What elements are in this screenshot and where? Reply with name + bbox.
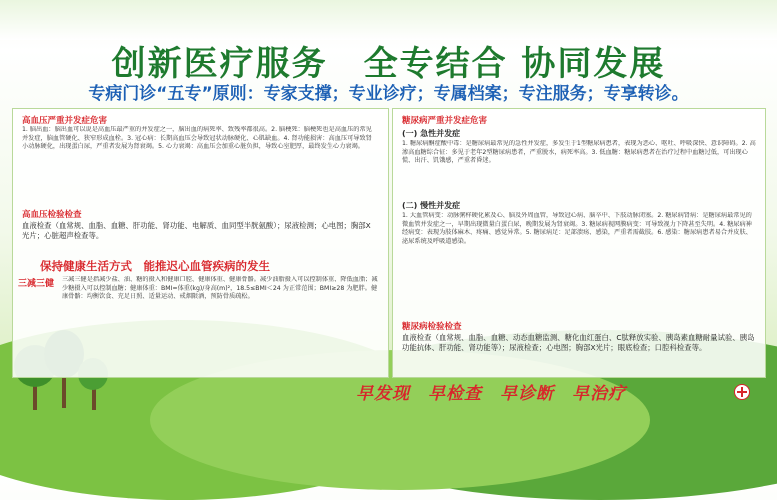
sky-background [0,0,777,40]
chronic-complications-heading: (二) 慢性并发症 [402,201,461,210]
diabetes-exams-heading: 糖尿病检验检查 [402,322,462,332]
acute-complications-text: 1. 糖尿病酮症酸中毒：是糖尿病最常见的急性并发症，多发生于1型糖尿病患者，表现为恶心、呕吐、呼吸深快、意识障碍。2. 高渗高血糖综合征：多见于老年2型糖尿病患者，严重脱水，病死率高。3. 低血糖：糖尿病患者在治疗过程中血糖过低，可出现心慌、出汗、饥饿感，严重者昏迷。 [402,140,756,165]
lifestyle-heading: 三减三健 [18,279,55,289]
page-title: 创新医疗服务 全专结合 协同发展 [111,44,666,84]
hypertension-complications-text: 1. 脑出血：脑出血可以说是高血压最严重的并发症之一，脑出血的病死率、致残率都很高。2. 脑梗死：脑梗死也是高血压的常见并发症，脑血管硬化、狭窄形成血栓。3. 冠心病：长期高血压会导致冠状动脉硬化、心肌缺血。4. 肾功能损害：高血压可导致肾小动脉硬化，出现蛋白尿，严重者发展为肾衰竭。5. 心力衰竭：高血压会加重心脏负担，导致心室肥厚，最终发生心力衰竭。 [22,126,372,151]
lifestyle-text: 三减三健是指减少盐、油、糖的摄入和健康口腔、健康体重、健康骨骼。减少油脂摄入可以控制体重、降低血脂；减少糖摄入可以控制血糖；健康体重：BMI=体重(kg)/身高(m)²，18.5≤BMI＜24 为正常范围；BMI≥28 为肥胖。健康骨骼：均衡饮食、充足日照、适量运动、戒烟限酒，预防骨质疏松。 [62,276,378,301]
hypertension-exams-text: 血液检查（血常规、血脂、血糖、肝功能、肾功能、电解质、血同型半胱氨酸）；尿液检测；心电图；胸部X光片；心脏超声检查等。 [22,221,371,240]
hypertension-exams-heading: 高血压检验检查 [22,210,82,220]
diabetes-exams-text: 血液检查（血常规、血脂、血糖、动态血糖监测、糖化血红蛋白、C肽释放实验、胰岛素血糖耐量试验、胰岛功能抗体、肝功能、肾功能等）；尿液检查；心电图；胸部X光片；眼底检查；口腔科检查等。 [402,333,755,352]
chronic-complications-text: 1. 大血管病变：动脉粥样硬化累及心、脑及外周血管，导致冠心病、脑卒中、下肢动脉闭塞。2. 糖尿病肾病：是糖尿病最常见的微血管并发症之一，早期出现微量白蛋白尿，晚期发展为肾衰竭。3. 糖尿病视网膜病变：可导致视力下降甚至失明。4. 糖尿病神经病变：表现为肢体麻木、疼痛、感觉异常。5. 糖尿病足：足部溃疡、感染，严重者需截肢。6. 感染：糖尿病患者易合并皮肤、泌尿系统及呼吸道感染。 [402,212,752,245]
hypertension-complications-heading: 高血压严重并发症危害 [22,116,108,126]
acute-complications-heading: (一) 急性并发症 [402,129,461,138]
medical-cross-icon [734,384,750,400]
lifestyle-banner: 保持健康生活方式 能推迟心血管疾病的发生 [40,259,270,273]
footer-slogan: 早发现 早检查 早诊断 早治疗 [356,384,626,404]
diabetes-complications-heading: 糖尿病严重并发症危害 [402,116,488,126]
page-subtitle: 专病门诊“五专”原则：专家支撑；专业诊疗；专属档案；专注服务；专享转诊。 [88,84,689,104]
